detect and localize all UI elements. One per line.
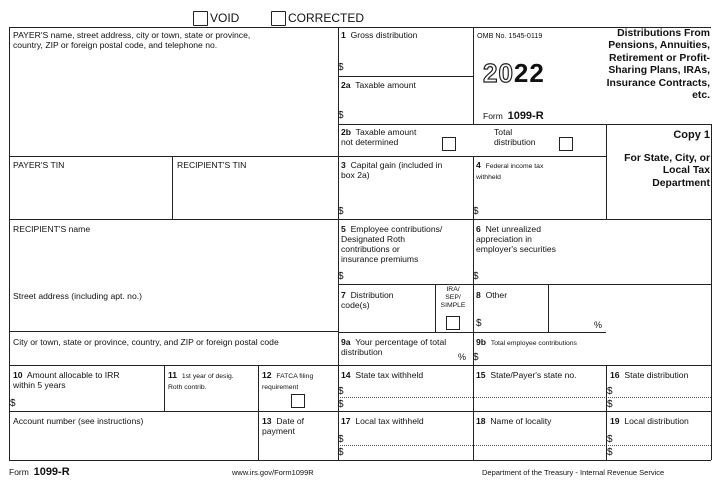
box-6-dollar: $ (473, 271, 479, 282)
box-3-dollar: $ (338, 206, 344, 217)
copy-label: Copy 1 (673, 129, 710, 141)
box-1-label[interactable]: 1 Gross distribution (341, 30, 418, 40)
box-8-dollar: $ (476, 318, 482, 329)
account-number-field[interactable]: Account number (see instructions) (13, 416, 144, 426)
form-title: Distributions From Pensions, Annuities, Retirement or Profit-Sharing Plans, IRAs, Insurance Contracts, etc. (606, 28, 710, 102)
box-2a-dollar: $ (338, 110, 344, 121)
footer-form-name: Form 1099-R (9, 466, 70, 478)
payer-tin-field[interactable]: PAYER'S TIN (13, 160, 65, 170)
footer-department: Department of the Treasury - Internal Revenue Service (482, 468, 665, 477)
recipient-name-field[interactable]: RECIPIENT'S name (13, 224, 91, 234)
box-9b-dollar: $ (473, 352, 479, 363)
recipient-city-field[interactable]: City or town, state or province, country, and ZIP or foreign postal code (13, 337, 279, 347)
corrected-label: CORRECTED (288, 11, 365, 25)
box-14-label[interactable]: 14 State tax withheld (341, 370, 424, 380)
box-9a-percent: % (458, 352, 467, 362)
box-18-label[interactable]: 18 Name of locality (476, 416, 552, 426)
box-19-dollar-2: $ (607, 447, 613, 458)
box-4-dollar: $ (473, 206, 479, 217)
box-14-dollar-1: $ (338, 386, 344, 397)
box-14-dollar-2: $ (338, 399, 344, 410)
box-10-dollar: $ (10, 398, 16, 409)
recipient-tin-field[interactable]: RECIPIENT'S TIN (177, 160, 247, 170)
recipient-street-field[interactable]: Street address (including apt. no.) (13, 291, 142, 301)
box-12-label: 12 FATCA filing requirement (262, 370, 314, 391)
box-16-label[interactable]: 16 State distribution (610, 370, 689, 380)
box-5-label[interactable]: 5 Employee contributions/ Designated Roth contributions or insurance premiums (341, 224, 443, 264)
box-7-label[interactable]: 7 Distribution code(s) (341, 290, 394, 310)
omb-number: OMB No. 1545-0119 (477, 31, 543, 40)
payer-name-address-field[interactable]: PAYER'S name, street address, city or town, state or province, country, ZIP or foreign postal code, and telephone no. (13, 30, 251, 50)
box-16-dollar-2: $ (607, 399, 613, 410)
omb-form-name: Form 1099-R (483, 110, 544, 122)
box-13-label[interactable]: 13 Date of payment (262, 416, 305, 436)
box-7-ira-checkbox[interactable] (446, 316, 460, 330)
box-9a-label[interactable]: 9a Your percentage of total distribution (341, 337, 447, 357)
box-2a-label[interactable]: 2a Taxable amount (341, 80, 416, 90)
box-2b-total-label: Total distribution (494, 127, 536, 147)
box-9b-label[interactable]: 9b Total employee contributions (476, 337, 577, 347)
box-2b-total-distribution-checkbox[interactable] (559, 137, 573, 151)
corrected-checkbox[interactable] (271, 11, 286, 26)
box-19-label[interactable]: 19 Local distribution (610, 416, 689, 426)
box-3-label[interactable]: 3 Capital gain (included in box 2a) (341, 160, 443, 180)
box-7-ira-label: IRA/ SEP/ SIMPLE (440, 286, 466, 309)
box-11-label[interactable]: 11 1st year of desig. Roth contrib. (168, 370, 234, 391)
box-5-dollar: $ (338, 271, 344, 282)
footer-url: www.irs.gov/Form1099R (232, 468, 314, 477)
box-17-label[interactable]: 17 Local tax withheld (341, 416, 424, 426)
box-16-dollar-1: $ (607, 386, 613, 397)
box-4-label[interactable]: 4 Federal income tax withheld (476, 160, 544, 181)
copy-for-label: For State, City, or Local Tax Department (624, 153, 710, 189)
box-6-label[interactable]: 6 Net unrealized appreciation in employer's securities (476, 224, 556, 254)
box-19-dollar-1: $ (607, 434, 613, 445)
box-2b-not-determined-checkbox[interactable] (442, 137, 456, 151)
box-15-label[interactable]: 15 State/Payer's state no. (476, 370, 577, 380)
void-label: VOID (210, 11, 240, 25)
box-8-label[interactable]: 8 Other (476, 290, 508, 300)
box-8-percent: % (594, 320, 603, 330)
box-17-dollar-1: $ (338, 434, 344, 445)
box-10-label[interactable]: 10 Amount allocable to IRR within 5 years (13, 370, 120, 390)
box-1-dollar: $ (338, 62, 344, 73)
box-2b-label: 2b Taxable amount not determined (341, 127, 417, 147)
void-checkbox[interactable] (193, 11, 208, 26)
tax-year: 2022 (483, 58, 545, 88)
box-12-fatca-checkbox[interactable] (291, 394, 305, 408)
box-17-dollar-2: $ (338, 447, 344, 458)
